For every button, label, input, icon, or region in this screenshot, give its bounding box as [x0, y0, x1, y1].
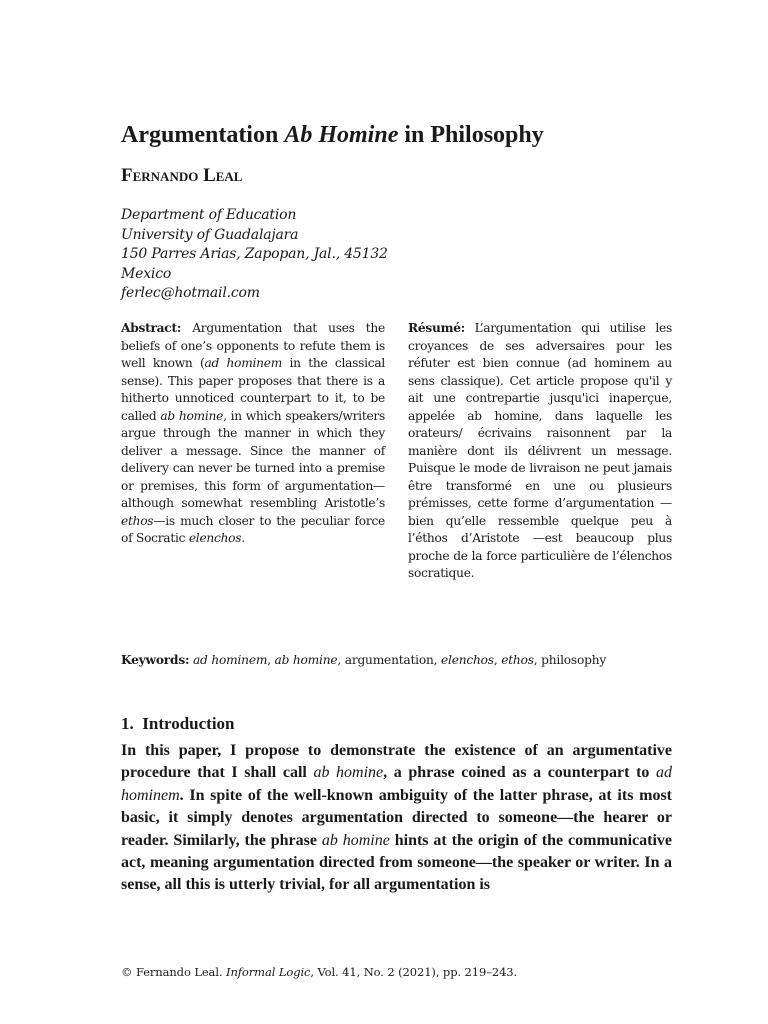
affiliation-block	[121, 206, 388, 304]
title-text-end: in Philosophy	[398, 122, 544, 148]
keyword: ethos	[501, 653, 534, 667]
title-italic: Ab Homine	[284, 122, 399, 148]
intro-text: In this paper, I propose to demonstrate the existence of an argumentative procedure that I shall call	[121, 742, 672, 782]
author-name: Fernando Leal	[121, 165, 243, 186]
abstract-text: in the classical sense). This paper proposes that there is a hitherto unnoticed counterpart to it, to be called	[121, 356, 386, 423]
section-number: 1.	[121, 714, 134, 733]
keyword: elenchos	[441, 653, 494, 667]
abstract-italic: ab homine	[160, 408, 224, 423]
country: Mexico	[121, 265, 172, 282]
intro-paragraph	[121, 740, 672, 897]
abstract-italic: elenchos	[188, 531, 242, 545]
abstract-french	[408, 320, 672, 583]
intro-italic: ab homine	[321, 831, 390, 849]
keywords	[121, 652, 672, 670]
title-text: Argumentation	[121, 122, 285, 148]
intro-text: hints at the origin of the communicative act, meaning argumentation directed from someone—the speaker or writer. In a sense, all this is utterly trivial, for all argumentation is	[121, 831, 672, 894]
abstract-text: —is much closer to the peculiar force of Socratic	[121, 513, 385, 545]
keyword-separator: ,	[493, 653, 502, 667]
abstract-text: Argumentation that uses the beliefs of one’s opponents to refute them is well known (	[121, 321, 385, 370]
paper-page	[121, 0, 672, 1024]
email[interactable]: ferlec@hotmail.com	[121, 285, 260, 301]
section-title: Introduction	[142, 714, 235, 733]
address: 150 Parres Arias, Zapopan, Jal., 45132	[121, 246, 388, 262]
intro-text: . In spite of the well-known ambiguity of the latter phrase, at its most basic, it simply denotes argumentation directed to someone—the hearer or reader. Similarly, the phrase	[121, 786, 672, 849]
intro-text: , a phrase coined as a counterpart to	[383, 764, 657, 782]
abstract-english	[121, 320, 385, 548]
footer-journal: Informal Logic	[226, 965, 311, 979]
intro-italic: ad hominem	[121, 764, 673, 804]
keyword: ab homine	[274, 653, 338, 667]
abstract-italic: ad hominem	[204, 356, 283, 370]
abstract-label: Abstract:	[121, 321, 182, 335]
resume-text: L’argumentation qui utilise les croyances de ses adversaires pour les réfuter est bien connue (ad hominem au sens classique). Cet article propose qu'il y ait une contrepartie jusqu'ici inaperçue, appelée ab homine, dans laquelle les orateurs/ écrivains raisonnent par la manière dont ils délivrent un message. Puisque le mode de livraison ne peut jamais être transformé en une ou plusieurs prémisses, cette forme d’argumentation —bien qu’elle ressemble quelque peu à l’éthos d’Aristote —est beaucoup plus proche de la force particulière de l’élenchos socratique.	[408, 321, 672, 580]
keywords-label: Keywords:	[121, 653, 190, 667]
abstract-italic: ethos	[121, 513, 154, 528]
keyword-plain: , philosophy	[533, 653, 607, 667]
abstract-text: .	[241, 531, 245, 545]
citation-footer	[121, 965, 517, 980]
section-heading	[121, 714, 235, 734]
paper-title	[121, 121, 681, 149]
footer-details: , Vol. 41, No. 2 (2021), pp. 219–243.	[310, 965, 518, 979]
abstract-text: , in which speakers/writers argue through the manner in which they deliver a message. Since the manner of delivery can never be turned into a premise or premises, this form of argumentation—although somewhat resembling Aristotle’s	[121, 408, 386, 510]
resume-label: Résumé:	[408, 321, 466, 335]
keyword: ad hominem	[192, 653, 268, 667]
department: Department of Education	[121, 207, 297, 223]
keyword-plain: , argumentation,	[337, 653, 442, 667]
keyword-separator: ,	[267, 653, 275, 667]
intro-italic: ab homine	[313, 764, 384, 782]
footer-copyright: © Fernando Leal.	[121, 965, 227, 979]
university: University of Guadalajara	[121, 226, 299, 243]
